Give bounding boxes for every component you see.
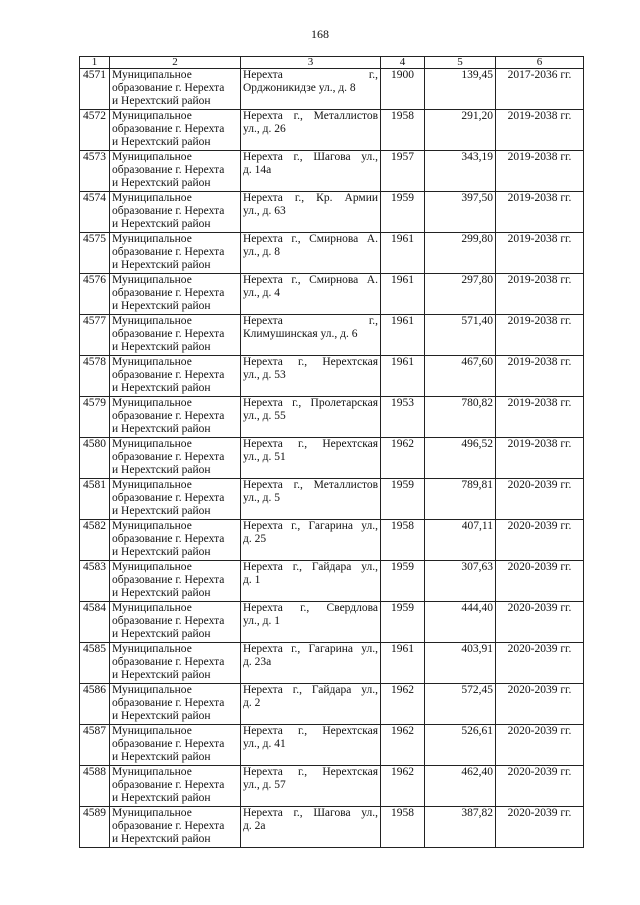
owner-line: и Нерехтский район (112, 95, 211, 107)
owner-line: Муниципальное (112, 233, 192, 245)
year-cell: 1900 (381, 69, 425, 110)
owner-line: и Нерехтский район (112, 628, 211, 640)
table-row (80, 807, 584, 848)
period-cell: 2019-2038 гг. (496, 151, 584, 192)
owner-cell (110, 274, 241, 315)
row-number-cell: 4584 (80, 602, 110, 643)
period-cell: 2020-2039 гг. (496, 643, 584, 684)
owner-line: Муниципальное (112, 397, 192, 409)
address-line: ул., д. 41 (243, 738, 286, 750)
address-line: Нерехта г., Гайдара ул., (243, 684, 378, 696)
address-line: ул., д. 51 (243, 451, 286, 463)
owner-cell (110, 561, 241, 602)
area-cell: 403,91 (425, 643, 496, 684)
owner-line: и Нерехтский район (112, 792, 211, 804)
owner-line: образование г. Нерехта (112, 287, 225, 299)
owner-line: и Нерехтский район (112, 423, 211, 435)
owner-line: и Нерехтский район (112, 341, 211, 353)
address-line: Нерехта г., Смирнова А. (243, 233, 378, 245)
year-cell: 1961 (381, 643, 425, 684)
period-cell: 2020-2039 гг. (496, 602, 584, 643)
area-cell: 789,81 (425, 479, 496, 520)
owner-line: и Нерехтский район (112, 177, 211, 189)
year-cell: 1959 (381, 602, 425, 643)
address-line: Нерехта г., Нерехтская (243, 766, 378, 778)
row-number-cell: 4576 (80, 274, 110, 315)
address-cell (241, 561, 381, 602)
address-line: Нерехта г., Гагарина ул., (243, 520, 378, 532)
owner-line: Муниципальное (112, 274, 192, 286)
area-cell: 299,80 (425, 233, 496, 274)
address-cell (241, 274, 381, 315)
address-line: д. 25 (243, 533, 267, 545)
year-cell: 1959 (381, 561, 425, 602)
owner-line: Муниципальное (112, 643, 192, 655)
table-row (80, 397, 584, 438)
area-cell: 407,11 (425, 520, 496, 561)
page-number: 168 (311, 27, 329, 41)
row-number-cell: 4579 (80, 397, 110, 438)
table-row (80, 110, 584, 151)
owner-line: Муниципальное (112, 479, 192, 491)
table-row (80, 192, 584, 233)
address-cell (241, 151, 381, 192)
address-cell (241, 766, 381, 807)
owner-cell (110, 110, 241, 151)
area-cell: 571,40 (425, 315, 496, 356)
owner-line: Муниципальное (112, 192, 192, 204)
area-cell: 572,45 (425, 684, 496, 725)
address-line: Нерехта г., Металлистов (243, 110, 378, 122)
year-cell: 1961 (381, 233, 425, 274)
owner-line: и Нерехтский район (112, 382, 211, 394)
address-line: ул., д. 4 (243, 287, 280, 299)
owner-line: и Нерехтский район (112, 669, 211, 681)
address-cell (241, 356, 381, 397)
area-cell: 291,20 (425, 110, 496, 151)
period-cell: 2020-2039 гг. (496, 479, 584, 520)
row-number-cell: 4573 (80, 151, 110, 192)
table-row (80, 356, 584, 397)
owner-line: Муниципальное (112, 356, 192, 368)
owner-cell (110, 602, 241, 643)
row-number-cell: 4577 (80, 315, 110, 356)
address-cell (241, 807, 381, 848)
owner-line: образование г. Нерехта (112, 164, 225, 176)
row-number-cell: 4581 (80, 479, 110, 520)
address-line: Климушинская ул., д. 6 (243, 328, 358, 340)
area-cell: 444,40 (425, 602, 496, 643)
owner-line: образование г. Нерехта (112, 533, 225, 545)
address-line: ул., д. 5 (243, 492, 280, 504)
address-cell (241, 192, 381, 233)
row-number-cell: 4572 (80, 110, 110, 151)
owner-line: и Нерехтский район (112, 505, 211, 517)
address-line: Нерехта г., (243, 315, 378, 327)
year-cell: 1961 (381, 356, 425, 397)
address-line: ул., д. 55 (243, 410, 286, 422)
table-row (80, 315, 584, 356)
owner-line: образование г. Нерехта (112, 779, 225, 791)
address-line: ул., д. 8 (243, 246, 280, 258)
column-header: 4 (381, 57, 425, 69)
owner-line: Муниципальное (112, 602, 192, 614)
area-cell: 307,63 (425, 561, 496, 602)
table-row (80, 479, 584, 520)
address-cell (241, 397, 381, 438)
area-cell: 297,80 (425, 274, 496, 315)
address-line: Нерехта г., Пролетарская (243, 397, 378, 409)
address-line: Нерехта г., Нерехтская (243, 725, 378, 737)
period-cell: 2020-2039 гг. (496, 807, 584, 848)
period-cell: 2020-2039 гг. (496, 725, 584, 766)
owner-cell (110, 397, 241, 438)
owner-line: и Нерехтский район (112, 218, 211, 230)
owner-line: образование г. Нерехта (112, 328, 225, 340)
address-line: Нерехта г., Гагарина ул., (243, 643, 378, 655)
owner-line: и Нерехтский район (112, 136, 211, 148)
owner-cell (110, 520, 241, 561)
column-header: 2 (110, 57, 241, 69)
owner-line: образование г. Нерехта (112, 656, 225, 668)
address-line: Нерехта г., Нерехтская (243, 356, 378, 368)
owner-line: Муниципальное (112, 315, 192, 327)
period-cell: 2019-2038 гг. (496, 110, 584, 151)
owner-line: и Нерехтский район (112, 546, 211, 558)
table-row (80, 151, 584, 192)
period-cell: 2019-2038 гг. (496, 233, 584, 274)
owner-line: образование г. Нерехта (112, 205, 225, 217)
table-row (80, 233, 584, 274)
address-line: ул., д. 57 (243, 779, 286, 791)
table-row (80, 438, 584, 479)
address-cell (241, 520, 381, 561)
owner-cell (110, 807, 241, 848)
table-row (80, 561, 584, 602)
period-cell: 2020-2039 гг. (496, 520, 584, 561)
period-cell: 2019-2038 гг. (496, 438, 584, 479)
owner-cell (110, 192, 241, 233)
year-cell: 1959 (381, 479, 425, 520)
year-cell: 1958 (381, 520, 425, 561)
area-cell: 397,50 (425, 192, 496, 233)
owner-line: Муниципальное (112, 151, 192, 163)
address-line: Орджоникидзе ул., д. 8 (243, 82, 356, 94)
owner-cell (110, 151, 241, 192)
period-cell: 2019-2038 гг. (496, 274, 584, 315)
year-cell: 1953 (381, 397, 425, 438)
year-cell: 1961 (381, 315, 425, 356)
table-row (80, 684, 584, 725)
area-cell: 467,60 (425, 356, 496, 397)
row-number-cell: 4578 (80, 356, 110, 397)
address-cell (241, 479, 381, 520)
owner-cell (110, 643, 241, 684)
area-cell: 462,40 (425, 766, 496, 807)
address-line: ул., д. 1 (243, 615, 280, 627)
owner-line: Муниципальное (112, 520, 192, 532)
address-cell (241, 233, 381, 274)
owner-line: Муниципальное (112, 561, 192, 573)
table-row (80, 69, 584, 110)
period-cell: 2019-2038 гг. (496, 192, 584, 233)
address-cell (241, 110, 381, 151)
owner-cell (110, 479, 241, 520)
owner-line: образование г. Нерехта (112, 451, 225, 463)
owner-line: образование г. Нерехта (112, 738, 225, 750)
owner-line: образование г. Нерехта (112, 615, 225, 627)
period-cell: 2020-2039 гг. (496, 561, 584, 602)
address-line: Нерехта г., Кр. Армии (243, 192, 378, 204)
table-row (80, 643, 584, 684)
column-header: 6 (496, 57, 584, 69)
owner-line: и Нерехтский район (112, 710, 211, 722)
table-row (80, 602, 584, 643)
owner-line: образование г. Нерехта (112, 369, 225, 381)
address-line: Нерехта г., (243, 69, 378, 81)
table-row (80, 520, 584, 561)
owner-cell (110, 438, 241, 479)
period-cell: 2017-2036 гг. (496, 69, 584, 110)
table-row (80, 274, 584, 315)
address-line: Нерехта г., Шагова ул., (243, 151, 378, 163)
owner-line: и Нерехтский район (112, 833, 211, 845)
row-number-cell: 4574 (80, 192, 110, 233)
owner-line: образование г. Нерехта (112, 820, 225, 832)
column-header: 1 (80, 57, 110, 69)
area-cell: 387,82 (425, 807, 496, 848)
owner-line: Муниципальное (112, 766, 192, 778)
address-line: д. 23а (243, 656, 272, 668)
year-cell: 1962 (381, 438, 425, 479)
owner-cell (110, 315, 241, 356)
area-cell: 343,19 (425, 151, 496, 192)
owner-line: образование г. Нерехта (112, 82, 225, 94)
owner-cell (110, 725, 241, 766)
owner-line: образование г. Нерехта (112, 697, 225, 709)
owner-cell (110, 233, 241, 274)
owner-line: образование г. Нерехта (112, 574, 225, 586)
owner-cell (110, 766, 241, 807)
owner-line: и Нерехтский район (112, 587, 211, 599)
year-cell: 1961 (381, 274, 425, 315)
period-cell: 2019-2038 гг. (496, 397, 584, 438)
address-line: Нерехта г., Свердлова (243, 602, 378, 614)
row-number-cell: 4580 (80, 438, 110, 479)
address-line: Нерехта г., Металлистов (243, 479, 378, 491)
address-line: д. 2 (243, 697, 261, 709)
address-line: д. 14а (243, 164, 272, 176)
owner-line: Муниципальное (112, 807, 192, 819)
column-header: 3 (241, 57, 381, 69)
row-number-cell: 4589 (80, 807, 110, 848)
owner-line: и Нерехтский район (112, 259, 211, 271)
address-cell (241, 438, 381, 479)
address-line: Нерехта г., Смирнова А. (243, 274, 378, 286)
area-cell: 780,82 (425, 397, 496, 438)
address-line: ул., д. 63 (243, 205, 286, 217)
row-number-cell: 4588 (80, 766, 110, 807)
owner-line: образование г. Нерехта (112, 123, 225, 135)
owner-line: Муниципальное (112, 684, 192, 696)
address-cell (241, 684, 381, 725)
row-number-cell: 4575 (80, 233, 110, 274)
owner-line: Муниципальное (112, 438, 192, 450)
owner-line: образование г. Нерехта (112, 246, 225, 258)
owner-line: Муниципальное (112, 110, 192, 122)
owner-line: Муниципальное (112, 725, 192, 737)
address-line: Нерехта г., Нерехтская (243, 438, 378, 450)
year-cell: 1962 (381, 725, 425, 766)
address-line: ул., д. 26 (243, 123, 286, 135)
address-cell (241, 643, 381, 684)
address-line: д. 2а (243, 820, 266, 832)
area-cell: 496,52 (425, 438, 496, 479)
period-cell: 2020-2039 гг. (496, 684, 584, 725)
address-line: ул., д. 53 (243, 369, 286, 381)
period-cell: 2019-2038 гг. (496, 356, 584, 397)
owner-line: и Нерехтский район (112, 751, 211, 763)
address-cell (241, 725, 381, 766)
year-cell: 1962 (381, 684, 425, 725)
row-number-cell: 4583 (80, 561, 110, 602)
owner-line: Муниципальное (112, 69, 192, 81)
row-number-cell: 4571 (80, 69, 110, 110)
area-cell: 139,45 (425, 69, 496, 110)
address-line: Нерехта г., Гайдара ул., (243, 561, 378, 573)
address-line: д. 1 (243, 574, 261, 586)
owner-line: и Нерехтский район (112, 300, 211, 312)
address-cell (241, 315, 381, 356)
year-cell: 1962 (381, 766, 425, 807)
table-row (80, 766, 584, 807)
address-cell (241, 602, 381, 643)
owner-cell (110, 69, 241, 110)
table-row (80, 725, 584, 766)
owner-line: образование г. Нерехта (112, 410, 225, 422)
period-cell: 2019-2038 гг. (496, 315, 584, 356)
table-header-row (80, 57, 584, 69)
owner-cell (110, 684, 241, 725)
row-number-cell: 4587 (80, 725, 110, 766)
area-cell: 526,61 (425, 725, 496, 766)
row-number-cell: 4585 (80, 643, 110, 684)
owner-cell (110, 356, 241, 397)
owner-line: и Нерехтский район (112, 464, 211, 476)
address-cell (241, 69, 381, 110)
housing-register-table (79, 56, 584, 848)
year-cell: 1958 (381, 807, 425, 848)
owner-line: образование г. Нерехта (112, 492, 225, 504)
table-body (80, 69, 584, 848)
year-cell: 1957 (381, 151, 425, 192)
row-number-cell: 4582 (80, 520, 110, 561)
address-line: Нерехта г., Шагова ул., (243, 807, 378, 819)
row-number-cell: 4586 (80, 684, 110, 725)
year-cell: 1959 (381, 192, 425, 233)
column-header: 5 (425, 57, 496, 69)
year-cell: 1958 (381, 110, 425, 151)
period-cell: 2020-2039 гг. (496, 766, 584, 807)
